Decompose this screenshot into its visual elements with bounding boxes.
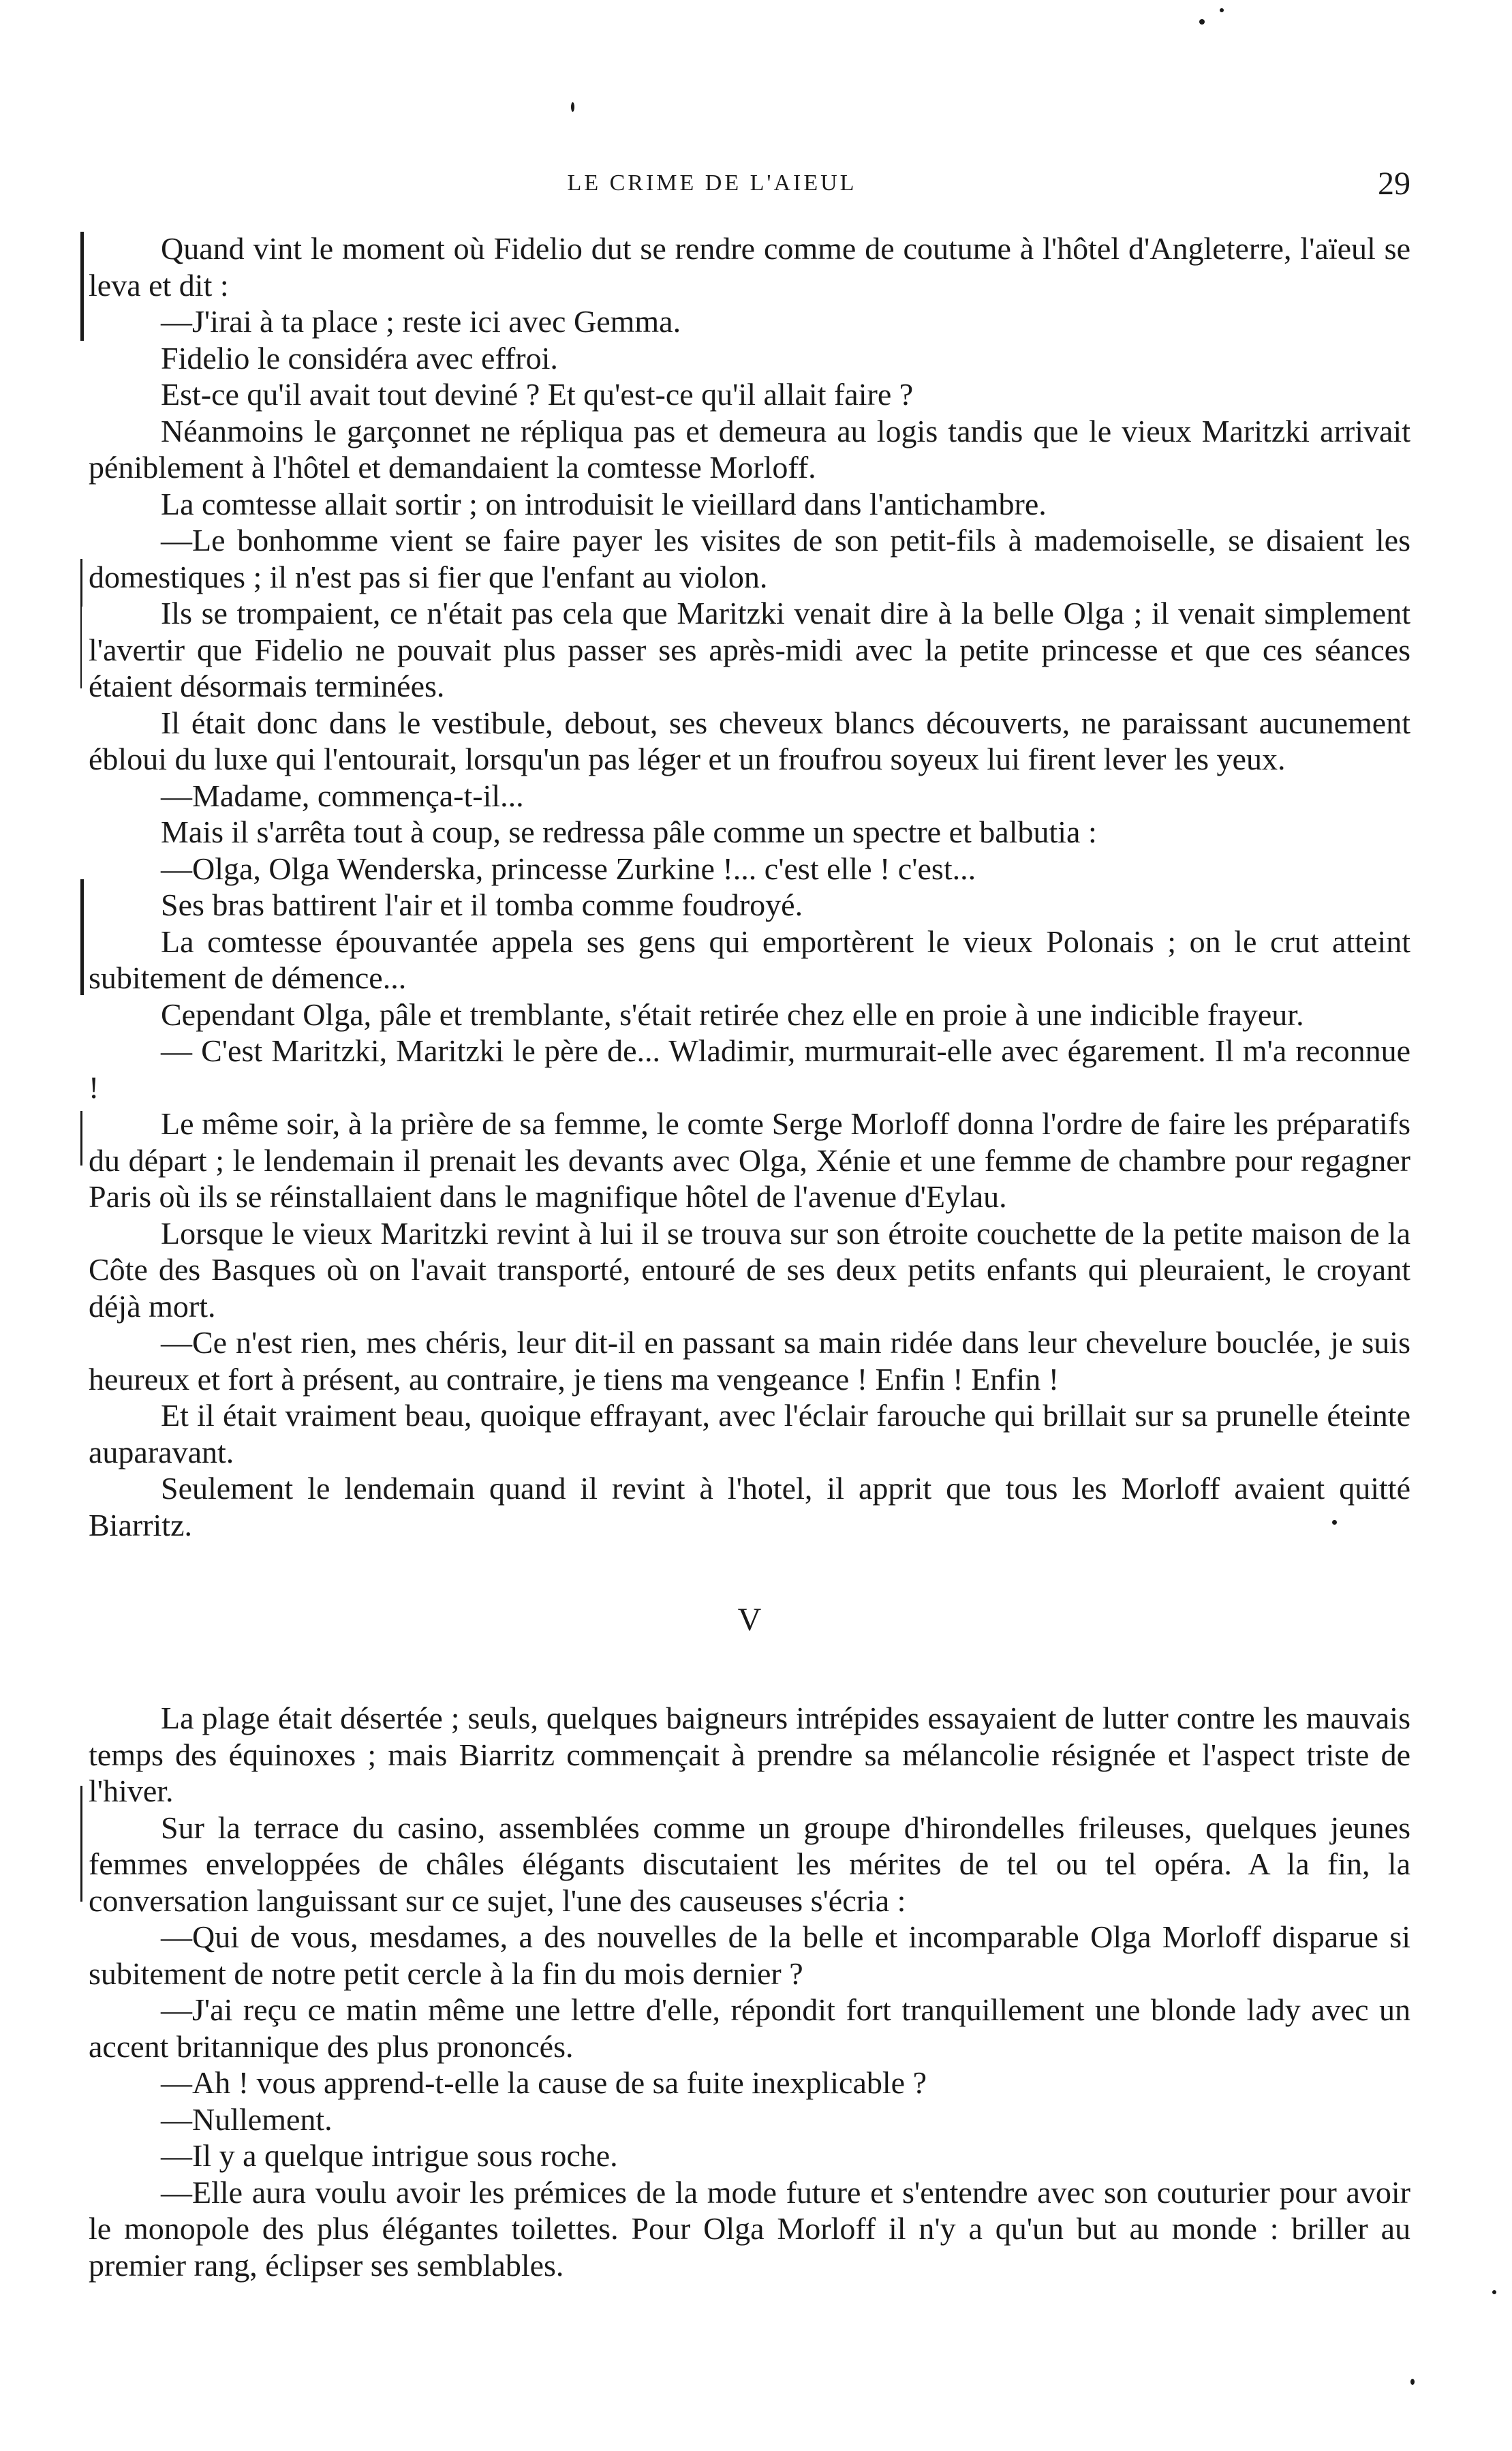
paragraph: —Elle aura voulu avoir les prémices de la mode future et s'entendre avec son couturier pour avoir le monopole des plus élégantes toilettes. Pour Olga Morloff il n'y a qu'un but au monde : briller au premier rang, éclipser ses semblables.: [89, 2174, 1410, 2283]
paragraph: —Ah ! vous apprend-t-elle la cause de sa fuite inexplicable ?: [161, 2065, 927, 2100]
scan-margin-rule: [80, 607, 82, 688]
paragraph: Ses bras battirent l'air et il tomba comme foudroyé.: [161, 887, 803, 922]
scan-margin-rule: [80, 879, 84, 995]
body-text: [89, 230, 1410, 2283]
paragraph: —Nullement.: [161, 2101, 333, 2137]
scan-speck: [571, 102, 574, 112]
paragraph: — C'est Maritzki, Maritzki le père de... Wladimir, murmurait-elle avec égarement. Il m'a reconnue !: [89, 1033, 1410, 1105]
paragraph: Ils se trompaient, ce n'était pas cela que Maritzki venait dire à la belle Olga ; il venait simplement l'avertir que Fidelio ne pouvait plus passer ses après-midi avec la petite princesse et que ces séances étaient désormais terminées.: [89, 596, 1410, 703]
scan-speck: [1220, 8, 1224, 12]
page-number: 29: [1378, 166, 1410, 202]
paragraph: Et il était vraiment beau, quoique effrayant, avec l'éclair farouche qui brillait sur sa prunelle éteinte auparavant.: [89, 1398, 1410, 1470]
paragraph: —Ce n'est rien, mes chéris, leur dit-il en passant sa main ridée dans leur chevelure bouclée, je suis heureux et fort à présent, au contraire, je tiens ma vengeance ! Enfin ! Enfin !: [89, 1325, 1410, 1397]
scan-speck: [1492, 2290, 1496, 2294]
paragraph: —Madame, commença-t-il...: [161, 778, 524, 813]
paragraph: Est-ce qu'il avait tout deviné ? Et qu'est-ce qu'il allait faire ?: [161, 377, 914, 412]
paragraph: Seulement le lendemain quand il revint à l'hotel, il apprit que tous les Morloff avaient quitté Biarritz.: [89, 1471, 1410, 1542]
paragraph: —J'irai à ta place ; reste ici avec Gemma.: [161, 304, 681, 339]
paragraph: La comtesse épouvantée appela ses gens qui emportèrent le vieux Polonais ; on le crut atteint subitement de démence...: [89, 924, 1410, 995]
scan-speck: [1199, 19, 1205, 25]
paragraph: Quand vint le moment où Fidelio dut se rendre comme de coutume à l'hôtel d'Angleterre, l'aïeul se leva et dit :: [89, 231, 1410, 303]
paragraph: Il était donc dans le vestibule, debout, ses cheveux blancs découverts, ne paraissant aucunement ébloui du luxe qui l'entourait, lorsqu'un pas léger et un froufrou soyeux lui firent lever les yeux.: [89, 705, 1410, 776]
paragraph: Cependant Olga, pâle et tremblante, s'était retirée chez elle en proie à une indicible frayeur.: [161, 996, 1304, 1032]
paragraph: —Il y a quelque intrigue sous roche.: [161, 2138, 618, 2173]
scan-margin-rule: [80, 1786, 82, 1902]
paragraph: Lorsque le vieux Maritzki revint à lui il se trouva sur son étroite couchette de la petite maison de la Côte des Basques où on l'avait transporté, entouré de ses deux petits enfants qui pleuraient, le croyant déjà mort.: [89, 1215, 1410, 1324]
scan-speck: [1410, 2379, 1415, 2385]
paragraph: Mais il s'arrêta tout à coup, se redressa pâle comme un spectre et balbutia :: [161, 815, 1097, 849]
paragraph: La plage était désertée ; seuls, quelques baigneurs intrépides essayaient de lutter contre les mauvais temps des équinoxes ; mais Biarritz commençait à prendre sa mélancolie résignée et l'aspect triste de l'hiver.: [89, 1701, 1410, 1808]
paragraph: Sur la terrace du casino, assemblées comme un groupe d'hirondelles frileuses, quelques jeunes femmes enveloppées de châles élégants discutaient les mérites de tel ou tel opéra. A la fin, la conversation languissant sur ce sujet, l'une des causeuses s'écria :: [89, 1810, 1410, 1918]
scan-margin-rule: [80, 1111, 82, 1166]
scan-margin-rule: [80, 559, 82, 607]
paragraph: —J'ai reçu ce matin même une lettre d'elle, répondit fort tranquillement une blonde lady avec un accent britannique des plus prononcés.: [89, 1992, 1410, 2064]
paragraph: La comtesse allait sortir ; on introduisit le vieillard dans l'antichambre.: [161, 486, 1047, 521]
paragraph: —Le bonhomme vient se faire payer les visites de son petit-fils à mademoiselle, se disaient les domestiques ; il n'est pas si fier que l'enfant au violon.: [89, 523, 1410, 594]
paragraph: —Olga, Olga Wenderska, princesse Zurkine !... c'est elle ! c'est...: [161, 851, 976, 886]
chapter-section-heading: V: [737, 1602, 762, 1638]
running-header: [89, 165, 1410, 206]
running-title: LE CRIME DE L'AIEUL: [567, 170, 857, 196]
paragraph: Fidelio le considéra avec effroi.: [161, 340, 558, 376]
paragraph: Néanmoins le garçonnet ne répliqua pas et demeura au logis tandis que le vieux Maritzki arrivait péniblement à l'hôtel et demandaient la comtesse Morloff.: [89, 413, 1410, 485]
paragraph: Le même soir, à la prière de sa femme, le comte Serge Morloff donna l'ordre de faire les préparatifs du départ ; le lendemain il prenait les devants avec Olga, Xénie et une femme de chambre pour regagner Paris où ils se réinstallaient dans le magnifique hôtel de l'avenue d'Eylau.: [89, 1106, 1410, 1214]
paragraph: —Qui de vous, mesdames, a des nouvelles de la belle et incomparable Olga Morloff disparue si subitement de notre petit cercle à la fin du mois dernier ?: [89, 1919, 1410, 1991]
book-page: [89, 0, 1410, 2451]
scan-margin-rule: [80, 232, 84, 341]
scan-speck: [1332, 1520, 1337, 1525]
